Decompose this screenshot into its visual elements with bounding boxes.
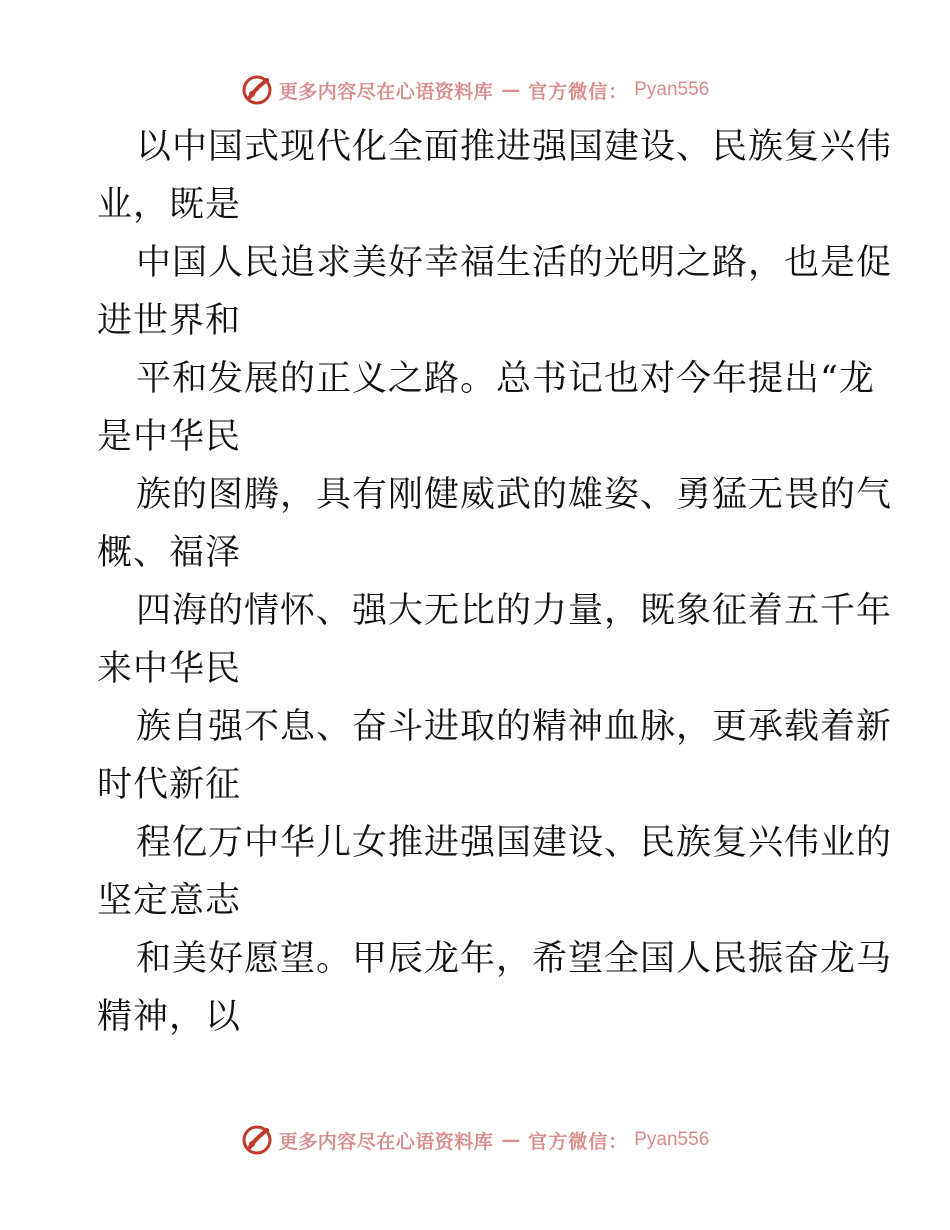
paragraph-line-indented: 程亿万中华儿女推进强国建设、民族复兴伟业的	[136, 823, 893, 863]
banner-official-label: 官方微信：	[528, 1130, 629, 1153]
paragraph-line-indented: 中国人民追求美好幸福生活的光明之路，也是促	[136, 243, 893, 283]
paragraph-line: 坚定意志	[97, 881, 242, 921]
banner-wechat-id: Pyan556	[634, 79, 710, 100]
banner-slogan: 更多内容尽在心语资料库	[278, 1130, 494, 1153]
paragraph-line-indented: 四海的情怀、强大无比的力量，既象征着五千年	[136, 591, 893, 631]
brush-circle-logo-icon	[241, 1124, 273, 1156]
footer-banner-content	[241, 1124, 710, 1156]
paragraph	[97, 814, 893, 930]
paragraph-line-indented: 平和发展的正义之路。总书记也对今年提出“龙	[136, 359, 875, 399]
paragraph-line: 精神，以	[97, 997, 242, 1037]
header-banner	[0, 70, 950, 110]
paragraph	[97, 582, 893, 698]
paragraph-line: 进世界和	[97, 301, 242, 341]
banner-official-label: 官方微信：	[528, 80, 629, 103]
paragraph	[97, 930, 893, 1046]
banner-separator: —	[501, 1129, 521, 1151]
brush-circle-logo-icon	[241, 74, 273, 106]
header-banner-content	[241, 74, 710, 106]
paragraph	[97, 350, 875, 466]
paragraph	[97, 234, 893, 350]
paragraph-line: 来中华民	[97, 649, 242, 689]
paragraph-line: 时代新征	[97, 765, 242, 805]
document-body	[97, 118, 893, 1046]
paragraph-line-indented: 以中国式现代化全面推进强国建设、民族复兴伟	[136, 127, 893, 167]
banner-separator: —	[501, 79, 521, 101]
paragraph-line-indented: 和美好愿望。甲辰龙年，希望全国人民振奋龙马	[136, 939, 893, 979]
paragraph-line: 业，既是	[97, 185, 242, 225]
paragraph	[97, 698, 893, 814]
paragraph-line: 是中华民	[97, 417, 242, 457]
paragraph-line-indented: 族自强不息、奋斗进取的精神血脉，更承载着新	[136, 707, 893, 747]
banner-slogan: 更多内容尽在心语资料库	[278, 80, 494, 103]
banner-wechat-id: Pyan556	[634, 1129, 710, 1150]
footer-banner	[0, 1120, 950, 1160]
paragraph-line: 概、福泽	[97, 533, 242, 573]
paragraph	[97, 118, 893, 234]
paragraph-line-indented: 族的图腾，具有刚健威武的雄姿、勇猛无畏的气	[136, 475, 893, 515]
paragraph	[97, 466, 893, 582]
